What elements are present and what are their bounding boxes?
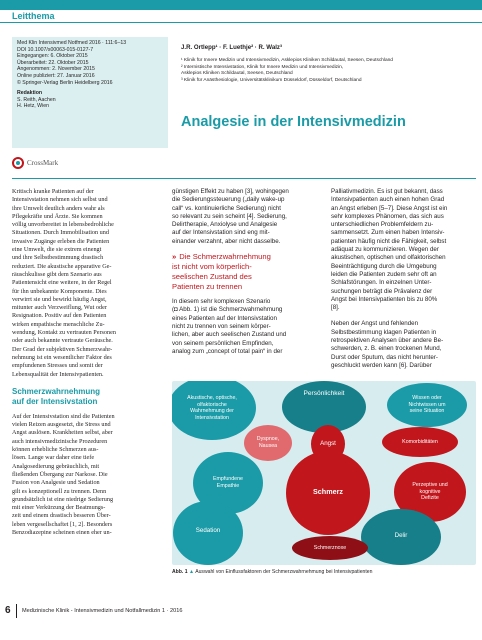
label-line: Akustische, optische, [187, 395, 237, 401]
text-line: empfundenen Stresses und somit der [12, 362, 103, 370]
text-line: Lebensqualität der Intensivpatienten. [12, 370, 104, 378]
label-perzeptive [398, 482, 462, 502]
text-line: eine Umwelt, die sie extrem einengt [12, 246, 102, 254]
text-line: Pflegekräfte und Ärzte. Sie kommen [12, 212, 103, 220]
text-line: patienten häufig nicht die Fähigkeit, selbst [331, 237, 447, 245]
text-line: lösen. Lange war daher eine tiefe [12, 454, 95, 462]
caption-text: Auswahl von Einflussfaktoren der Schmerzwahrnehmung bei Intensivpatienten [195, 569, 373, 575]
footer-separator [16, 604, 17, 618]
banner-rule [0, 22, 482, 23]
label-dyspnoe [246, 436, 290, 449]
paragraph [12, 413, 156, 537]
label-line: Perzeptive und [412, 482, 448, 488]
text-line: analog zum „concept of total pain“ in der [172, 347, 283, 355]
journal-name: Medizinische Klinik - Intensivmedizin und Notfallmedizin 1 · 2016 [22, 608, 183, 614]
text-line: lichen, aber auch seelischen Zustand und [172, 331, 287, 339]
text-line: gilt es konzeptionell zu trennen. Denn [12, 487, 107, 495]
text-line: Schlafstörungen. In einzelnen Unter- [331, 279, 432, 287]
text-line: einander verzahnt, aber nicht dasselbe. [172, 237, 281, 245]
text-line: call“ vs. kontinuierliche Sedierung) nicht [172, 204, 282, 212]
text-line: Intensivpatienten auch einen hohen Grad [331, 196, 445, 204]
text-line: ihre Umwelt deutlich anders wahr als [12, 204, 105, 212]
label-wissen [390, 395, 464, 415]
redaktion-name: S. Reith, Aachen [17, 96, 56, 103]
label-angst: Angst [320, 440, 336, 447]
meta-line: Online publiziert: 27. Januar 2016 [17, 72, 95, 79]
text-line: In diesem sehr komplexen Szenario [172, 298, 271, 306]
text-line: [8]. [331, 304, 340, 312]
banner-color-strip [0, 0, 482, 10]
caption-arrow-icon: ▲ [189, 569, 195, 575]
label-line: Intensivstation [195, 414, 229, 421]
header-divider [12, 178, 476, 179]
text-line: oder auch bekannte vertraute Geräusche. [12, 337, 113, 345]
text-line: wendung, Kontakt zu vertrauten Personen [12, 329, 116, 337]
paragraph [12, 188, 156, 379]
caption-figure-number: Abb. 1 [172, 569, 188, 575]
author-list: J.R. Ortlepp¹ · F. Luethje² · R. Walz³ [181, 44, 282, 51]
text-line: unterschiedlichen Problemfeldern zu- [331, 221, 434, 229]
text-line: Analgosedierung gebräuchlich, mit [12, 462, 100, 470]
crossmark-badge[interactable] [12, 155, 68, 171]
paragraph [172, 298, 316, 356]
text-line: invasive Zugänge erleben die Patienten [12, 237, 110, 245]
figure-1-diagram [172, 381, 476, 565]
text-line: zeit und einem drastisch besseren Über- [12, 512, 111, 520]
pull-quote [172, 252, 316, 292]
text-line: räuschkulisse gibt dem Szenario aus [12, 270, 102, 278]
affiliation-line: ² Internistische Intensivstation, Klinik für Innere Medizin und Intensivmedizin, [181, 64, 344, 70]
affiliation-line: ¹ Klinik für Innere Medizin und Intensivmedizin, Asklepios Kliniken Schildautal, Seesen, Deutschland [181, 58, 393, 63]
label-schmerz: Schmerz [313, 487, 343, 496]
text-line: für ihn unbekannte Komponente. Dies [12, 287, 107, 295]
text-line: leben vergesellschaftet [1, 2]. Besonders [12, 520, 113, 528]
label-wahrnehmung [174, 395, 250, 421]
text-line: Der Grad der subjektiven Schmerzwahr- [12, 345, 113, 353]
article-title: Analgesie in der Intensivmedizin [181, 114, 406, 130]
pull-quote-line-first [172, 252, 316, 262]
redaktion-label: Redaktion [17, 90, 43, 97]
text-line: mit einer Verkürzung der Beatmungs- [12, 504, 106, 512]
text-column-1 [12, 188, 156, 537]
meta-line: Eingegangen: 6. Oktober 2015 [17, 53, 88, 60]
affiliation-line: Asklepios Kliniken Schildautal, Seesen, Deutschland [181, 71, 293, 77]
label-line: kognitive [419, 488, 441, 495]
text-line: Auf der Intensivstation sind die Patienten [12, 412, 115, 420]
text-line: die Sedierungssteuerung („daily wake-up [172, 196, 285, 204]
text-line: sehr komplexes Phänomen, das sich aus [331, 212, 444, 220]
text-line: Benzodiazepine scheinen einen eher un- [12, 528, 112, 536]
bubble-persoenlichkeit [282, 381, 366, 433]
page-footer [0, 604, 482, 624]
text-line: auch intensivmedizinische Prozeduren [12, 437, 108, 445]
section-label: Leitthema [12, 11, 55, 21]
text-line: adäquat zu kommunizieren. Wegen der [331, 246, 439, 254]
meta-line: DOI 10.1007/s00063-015-0127-7 [17, 46, 94, 53]
label-line: Empathie [216, 482, 240, 489]
text-line: eines Patienten auf der Intensivstation [172, 314, 277, 322]
text-column-2 [172, 188, 316, 356]
text-line: wirken empathische menschliche Zu- [12, 320, 105, 328]
figure-caption [172, 569, 476, 576]
label-line: Defizite [421, 495, 439, 501]
text-line: (◘ Abb. 1) ist die Schmerzwahrnehmung [172, 306, 283, 314]
text-line: schwerden, z. B. einen trockenen Mund, [331, 345, 442, 353]
text-line: sammensetzt. Zum einen haben Intensiv- [331, 229, 445, 237]
heading-line: auf der Intensivstation [12, 396, 98, 406]
text-column-3 [331, 188, 475, 370]
meta-line: Med Klin Intensivmed Notfmed 2016 · 111:6–13 [17, 40, 127, 46]
paragraph [331, 320, 475, 370]
crossmark-icon [12, 157, 24, 169]
paragraph [331, 188, 475, 312]
label-persoenlichkeit: Persönlichkeit [303, 390, 345, 397]
text-line: an Angst erleben [5–7]. Diese Angst ist ein [331, 204, 448, 212]
text-line: Angst bei Intensivpatienten bis zu 80% [331, 295, 438, 303]
affiliations [181, 58, 476, 84]
text-line: Situationen. Durch Immobilisation und [12, 229, 109, 237]
pull-quote-line: seelischen Zustand des [172, 272, 252, 282]
text-line: mitunter auch Verzweiflung, Wut oder [12, 304, 107, 312]
text-line: Angst auslösen. Krankheiten selbst, aber [12, 429, 113, 437]
text-line: Resignation. Positiv auf den Patienten [12, 312, 107, 320]
text-line: grundsätzlich ist eine niedrige Sedierung [12, 495, 114, 503]
section-banner [0, 0, 482, 26]
text-line: geschluckt werden kann [6]. Darüber [331, 361, 432, 369]
label-line: Nausea [258, 442, 278, 449]
text-line: können erhebliche Schmerzen aus- [12, 446, 99, 454]
text-line: nehmung ist ein wesentlicher Faktor des [12, 353, 112, 361]
label-delir: Delir [394, 532, 408, 539]
affiliation-line: ³ Klinik für Anästhesiologie, Universitätsklinikum Düsseldorf, Düsseldorf, Deutschland [181, 77, 362, 83]
pull-quote-text: Die Schmerzwahrnehmung [179, 252, 271, 262]
text-line: Patientensicht eine weitere, in der Regel [12, 279, 112, 287]
heading-line: Schmerzwahrnehmung [12, 386, 101, 396]
label-line: Empfundene [212, 476, 244, 482]
text-line: Kritisch kranke Patienten auf der [12, 188, 94, 195]
text-line: verwirrt sie und bewirkt häufig Angst, [12, 295, 107, 303]
text-line: leiden die Patienten zudem sehr oft an [331, 270, 437, 278]
label-komorbiditaeten: Komorbiditäten [402, 439, 438, 445]
label-line: Dyspnoe, [256, 436, 280, 442]
meta-line: © Springer-Verlag Berlin Heidelberg 2016 [17, 79, 113, 86]
text-line: so relevant zu sein scheint [4]. Sedierung, [172, 212, 287, 220]
text-line: Beeinträchtigung durch die Umgebung [331, 262, 437, 270]
text-line: Neben der Angst und fehlenden [331, 320, 419, 328]
text-line: nicht zu trennen von seinem körper- [172, 322, 271, 330]
text-line: Delirtherapie, Anxiolyse und Analgesie [172, 221, 278, 229]
label-schmerznoxe: Schmerznoxe [313, 545, 347, 551]
text-line: reduziert. Die akustische apparative Ge- [12, 262, 112, 270]
label-line: Wissen oder [412, 395, 442, 401]
redaktion-name: H. Hetz, Wien [17, 103, 49, 110]
label-line: olfaktorische [197, 401, 227, 408]
text-line: akustischen, optischen und olfaktorischen [331, 254, 446, 262]
text-line: vielen Reizen ausgesetzt, die Stress und [12, 421, 111, 429]
label-line: Nichtwissen um [408, 401, 446, 408]
text-line: Durst oder Sputum, das nicht herunter- [331, 353, 438, 361]
text-line: völlig unvorbereitet in lebensbedrohliche [12, 221, 114, 229]
meta-line: Überarbeitet: 22. Oktober 2015 [17, 59, 89, 66]
crossmark-label: CrossMark [27, 159, 59, 167]
page-number: 6 [5, 605, 11, 616]
text-line: retrospektiven Analysen über andere Be- [331, 337, 444, 345]
paragraph [172, 188, 316, 246]
label-line: Wahrnehmung der [190, 408, 234, 414]
text-line: und ihre Selbstbestimmung drastisch [12, 254, 104, 262]
text-line: Palliativmedizin. Es ist gut bekannt, dass [331, 188, 443, 195]
text-line: fließenden Übergang zur Narkose. Die [12, 470, 108, 478]
text-line: Fusion von Analgesie und Sedation [12, 479, 100, 487]
text-line: günstigen Effekt zu haben [3], wohingegen [172, 188, 289, 195]
text-line: Intensivstation nehmen sich selbst und [12, 196, 108, 204]
double-chevron-icon: » [172, 252, 177, 262]
text-line: von seinem persönlichen Empfinden, [172, 339, 274, 347]
pull-quote-line: ist nicht vom körperlich- [172, 262, 252, 272]
text-line: suchungen beträgt die Prävalenz der [331, 287, 433, 295]
paragraph-gap [331, 312, 475, 320]
meta-line: Angenommen: 2. November 2015 [17, 66, 95, 73]
article-metadata-box [12, 37, 168, 148]
label-line: seine Situation [409, 408, 445, 414]
label-sedation: Sedation [195, 527, 221, 534]
text-line: auf der Intensivstation sind eng mit- [172, 229, 270, 237]
text-line: Selbstbestimmung klagen Patienten in [331, 328, 437, 336]
label-empathie [196, 476, 260, 489]
section-heading [12, 387, 156, 407]
pull-quote-line: Patienten zu trennen [172, 282, 243, 292]
